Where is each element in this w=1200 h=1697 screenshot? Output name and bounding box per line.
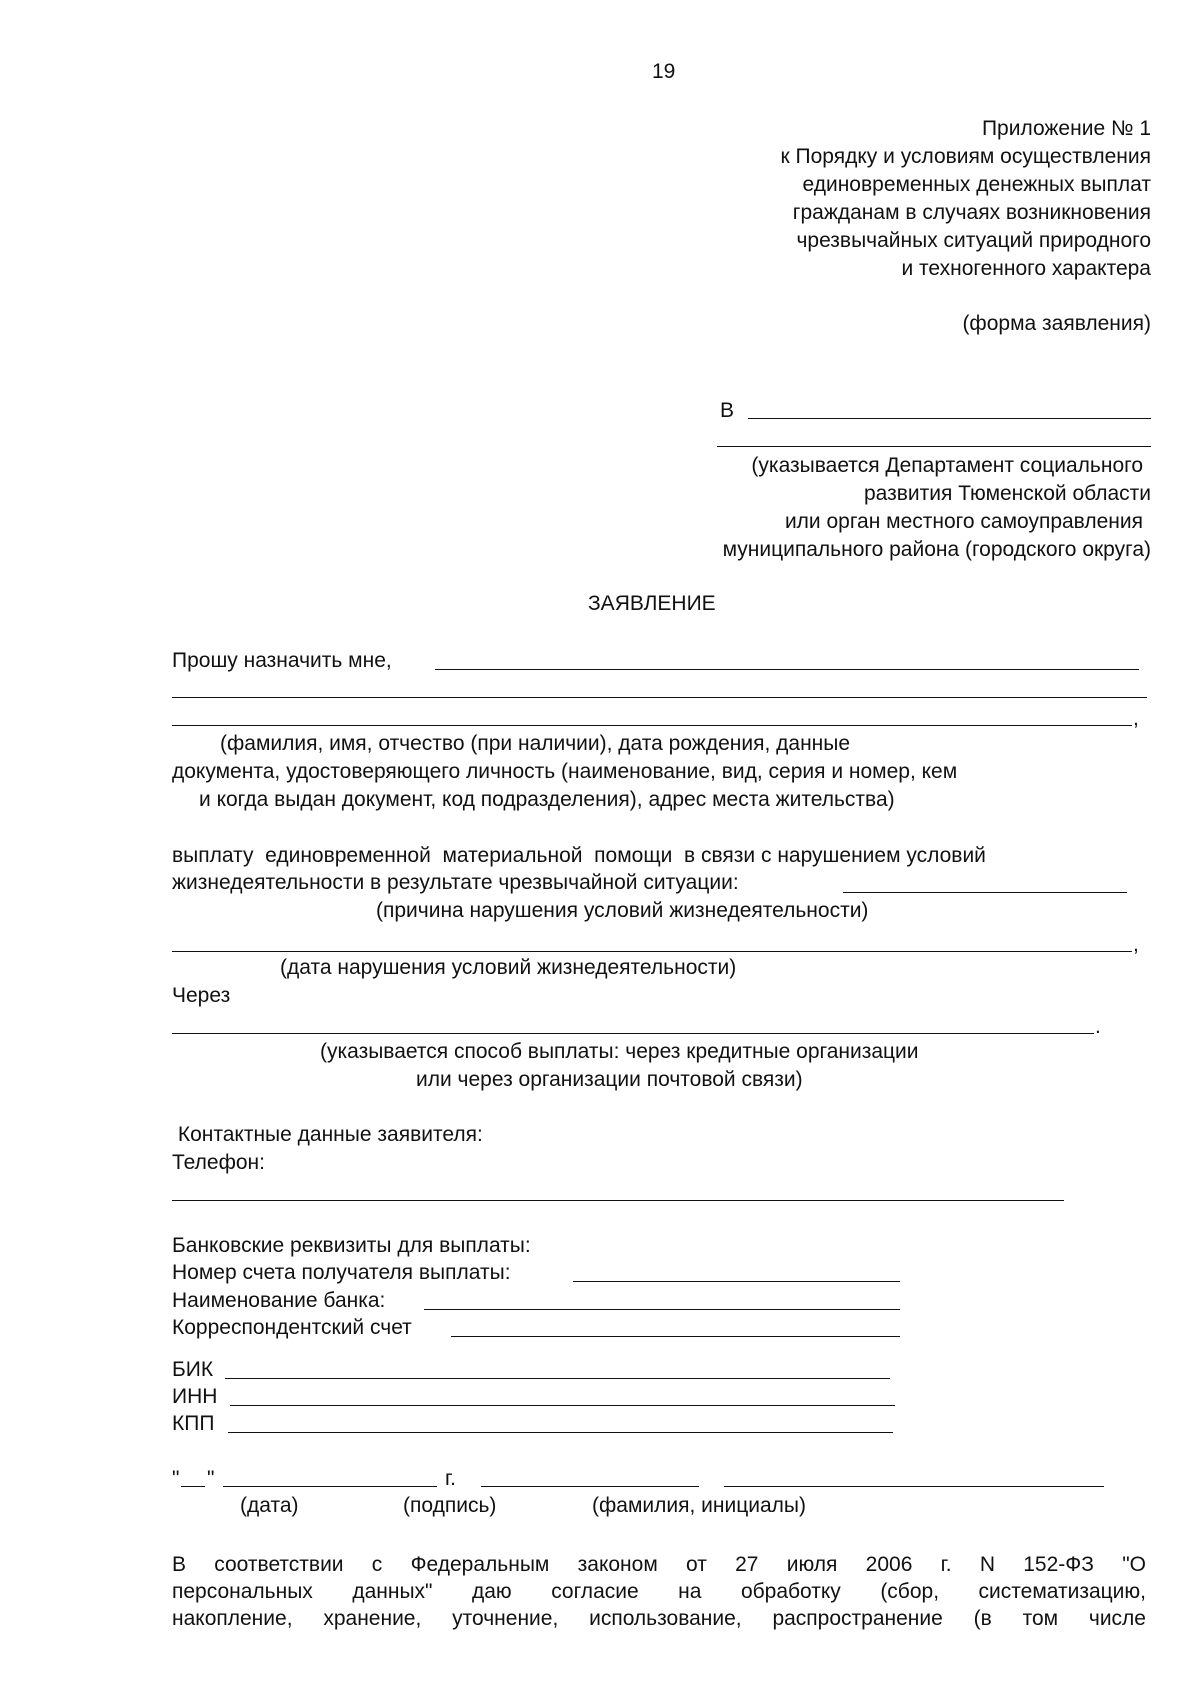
payment-line: жизнедеятельности в результате чрезвычайной ситуации:: [172, 871, 739, 894]
name-hint-label: (фамилия, инициалы): [592, 1494, 806, 1517]
consent-line: В соответствии с Федеральным законом от 27 июля 2006 г. N 152-ФЗ "О: [172, 1553, 1146, 1576]
addressee-prefix: В: [720, 399, 735, 422]
appendix-line: к Порядку и условиям осуществления: [780, 145, 1151, 168]
consent-line: накопление, хранение, уточнение, использование, распространение (в том числе: [172, 1607, 1146, 1630]
method-hint: [320, 1038, 919, 1094]
applicant-field-line-2[interactable]: [172, 697, 1147, 698]
payment-method-field-line[interactable]: [172, 1033, 1094, 1034]
reason-comma: ,: [1133, 933, 1139, 956]
bik-field-line[interactable]: [225, 1378, 890, 1379]
appendix-line: и техногенного характера: [901, 257, 1151, 280]
payment-line: выплату единовременной материальной помощи в связи с нарушением условий: [172, 844, 986, 867]
corr-account-label: Корреспондентский счет: [172, 1316, 412, 1339]
day-field-line[interactable]: [181, 1486, 205, 1487]
applicant-hint-line: и когда выдан документ, код подразделения), адрес места жительства): [199, 788, 895, 811]
bank-name-field-line[interactable]: [424, 1309, 900, 1310]
reason-field-line[interactable]: [843, 892, 1127, 893]
appendix-line: чрезвычайных ситуаций природного: [796, 229, 1151, 252]
applicant-hint-line: (фамилия, имя, отчество (при наличии), дата рождения, данные: [220, 732, 851, 755]
method-hint-line: (указывается способ выплаты: через кредитные организации: [320, 1040, 919, 1063]
applicant-field-line-3[interactable]: [172, 725, 1132, 726]
month-field-line[interactable]: [223, 1486, 437, 1487]
addressee-hint-line: развития Тюменской области: [863, 482, 1151, 505]
year-suffix: г.: [445, 1467, 456, 1490]
date-quote-open: ": [172, 1467, 180, 1490]
applicant-hint: [172, 730, 957, 814]
applicant-field-line-1[interactable]: [435, 669, 1139, 670]
kpp-field-line[interactable]: [228, 1432, 893, 1433]
document-title: ЗАЯВЛЕНИЕ: [588, 592, 716, 615]
addressee-hint: [723, 452, 1151, 564]
signature-field-line[interactable]: [481, 1486, 699, 1487]
request-label: Прошу назначить мне,: [172, 649, 392, 672]
consent-paragraph: [172, 1551, 1146, 1632]
account-field-line[interactable]: [573, 1281, 900, 1282]
consent-line: персональных данных" даю согласие на обработку (сбор, систематизацию,: [172, 1580, 1146, 1603]
corr-account-field-line[interactable]: [451, 1336, 900, 1337]
addressee-hint-line: муниципального района (городского округа): [722, 538, 1151, 561]
page-number: 19: [652, 60, 676, 83]
appendix-line: гражданам в случаях возникновения: [792, 201, 1151, 224]
bank-title: Банковские реквизиты для выплаты:: [172, 1234, 531, 1257]
addressee-hint-line: или орган местного самоуправления: [784, 510, 1143, 533]
phone-label: Телефон:: [172, 1151, 265, 1174]
payment-text: [172, 842, 986, 896]
method-period: .: [1095, 1015, 1101, 1038]
addressee-hint-line: (указывается Департамент социального: [751, 454, 1143, 477]
inn-label: ИНН: [172, 1385, 218, 1408]
appendix-line: Приложение № 1: [981, 117, 1151, 140]
bik-label: БИК: [172, 1358, 214, 1381]
method-hint-line: или через организации почтовой связи): [416, 1068, 803, 1091]
addressee-field-line-2[interactable]: [717, 446, 1151, 447]
contacts-title: Контактные данные заявителя:: [172, 1123, 483, 1146]
reason-field-line-2[interactable]: [172, 951, 1132, 952]
bank-name-label: Наименование банка:: [172, 1289, 386, 1312]
kpp-label: КПП: [172, 1412, 215, 1435]
appendix-line: единовременных денежных выплат: [802, 173, 1151, 196]
account-label: Номер счета получателя выплаты:: [172, 1261, 511, 1284]
form-label: (форма заявления): [962, 312, 1151, 335]
appendix-block: [781, 115, 1151, 283]
applicant-comma: ,: [1133, 707, 1139, 730]
inn-field-line[interactable]: [230, 1405, 895, 1406]
date-quote-close: ": [207, 1467, 215, 1490]
phone-field-line[interactable]: [172, 1200, 1064, 1201]
via-label: Через: [172, 984, 231, 1007]
name-field-line[interactable]: [724, 1486, 1104, 1487]
applicant-hint-line: документа, удостоверяющего личность (наименование, вид, серия и номер, кем: [172, 760, 958, 783]
addressee-field-line-1[interactable]: [748, 418, 1151, 419]
reason-hint: (причина нарушения условий жизнедеятельности): [376, 899, 869, 922]
date-hint: (дата нарушения условий жизнедеятельности): [280, 956, 737, 979]
date-hint-label: (дата): [240, 1494, 299, 1517]
signature-hint-label: (подпись): [403, 1494, 497, 1517]
